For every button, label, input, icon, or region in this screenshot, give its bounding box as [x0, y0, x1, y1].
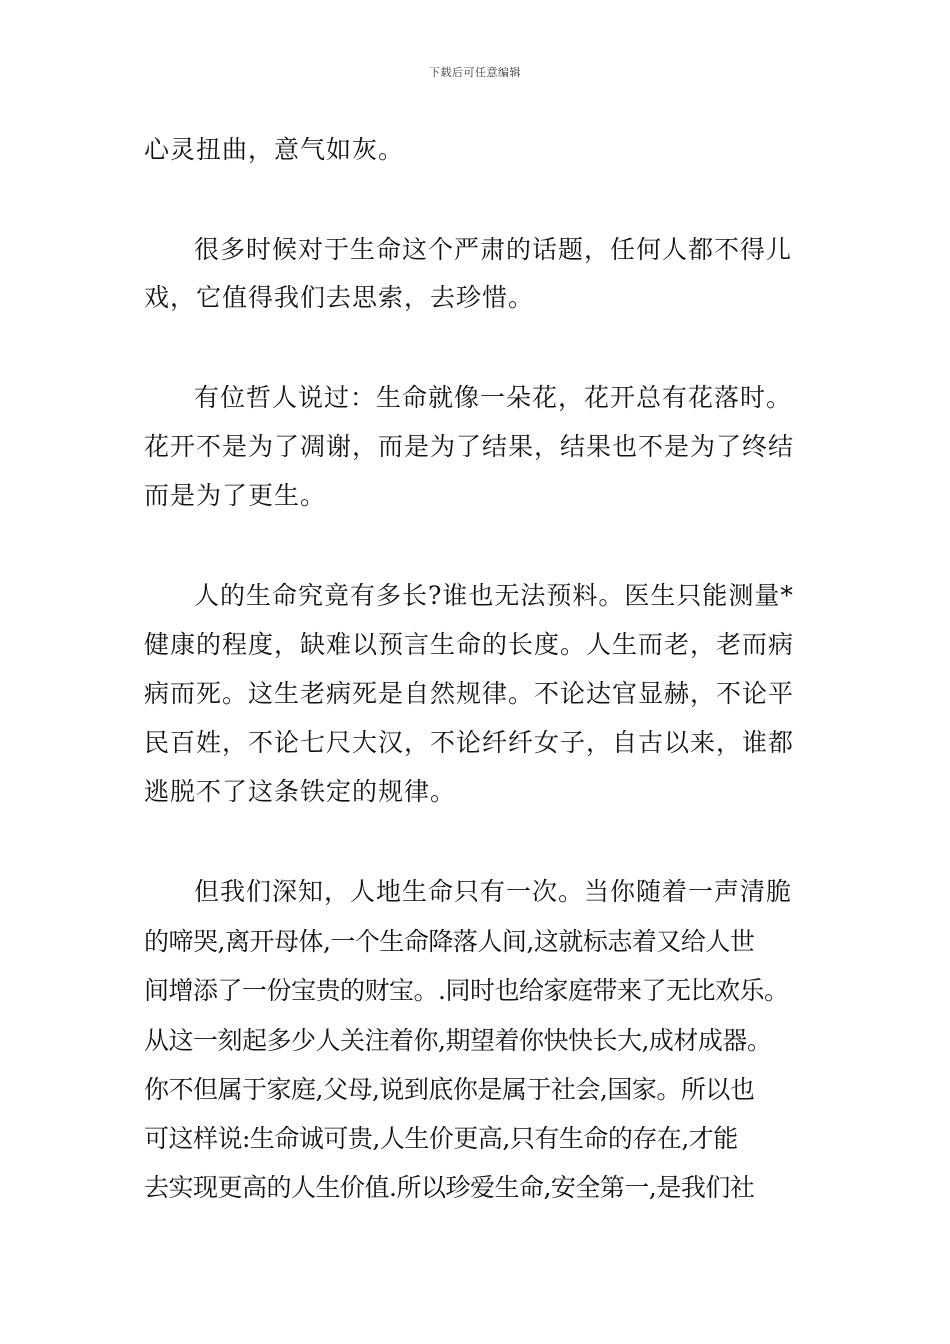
text-line: 很多时候对于生命这个严肃的话题，任何人都不得儿 — [194, 235, 793, 264]
text-line: 健康的程度，缺难以预言生命的长度。人生而老，老而病 — [144, 630, 795, 659]
text-line: 有位哲人说过：生命就像一朵花，花开总有花落时。 — [194, 383, 793, 412]
text-line: 间增添了一份宝贵的财宝。.同时也给家庭带来了无比欢乐。 — [144, 976, 789, 1005]
text-line: 民百姓，不论七尺大汉，不论纤纤女子，自古以来，谁都 — [144, 728, 795, 757]
text-line: 戏，它值得我们去思索，去珍惜。 — [144, 283, 535, 312]
text-line: 但我们深知，人地生命只有一次。当你随着一声清脆 — [194, 877, 793, 906]
text-line: 的啼哭,离开母体,一个生命降落人间,这就标志着又给人世 — [144, 927, 755, 956]
text-line: 去实现更高的人生价值.所以珍爱生命,安全第一,是我们社 — [144, 1173, 755, 1202]
text-line: 病而死。这生老病死是自然规律。不论达官显赫，不论平 — [144, 679, 795, 708]
text-line: 从这一刻起多少人关注着你,期望着你快快长大,成材成器。 — [144, 1026, 772, 1055]
text-line: 花开不是为了凋谢，而是为了结果，结果也不是为了终结 — [144, 432, 795, 461]
text-line: 心灵扭曲，意气如灰。 — [144, 135, 405, 164]
text-line: 而是为了更生。 — [144, 481, 327, 510]
text-line: 逃脱不了这条铁定的规律。 — [144, 777, 457, 806]
text-line: 人的生命究竟有多长?谁也无法预料。医生只能测量* — [194, 581, 794, 610]
text-line: 你不但属于家庭,父母,说到底你是属于社会,国家。所以也 — [144, 1075, 755, 1104]
text-line: 可这样说:生命诚可贵,人生价更高,只有生命的存在,才能 — [144, 1124, 738, 1153]
page-header: 下载后可任意编辑 — [429, 66, 521, 79]
